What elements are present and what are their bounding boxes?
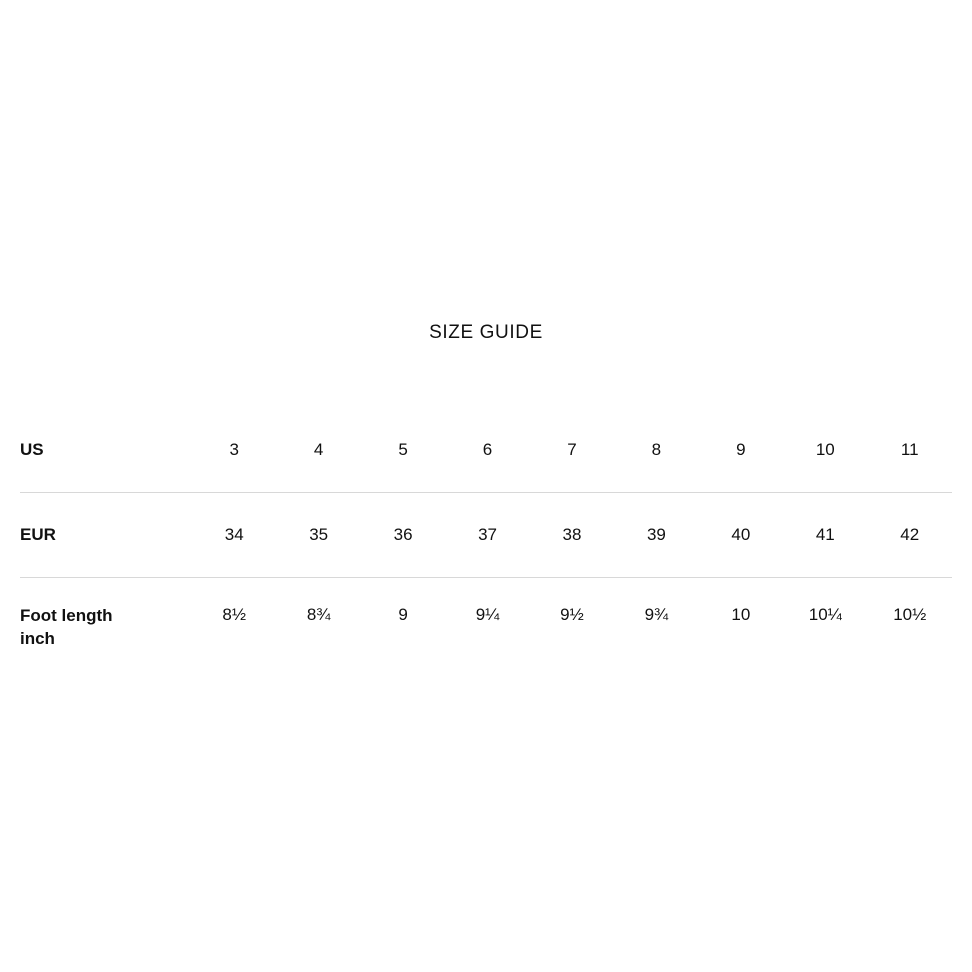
cell-us-6: 9: [699, 408, 783, 493]
cell-eur-0: 34: [192, 493, 276, 578]
row-label-us: [20, 408, 192, 493]
row-label-foot-length-text: Foot length: [20, 606, 113, 625]
cell-us-5: 8: [614, 408, 698, 493]
cell-foot-0: 8½: [222, 605, 247, 624]
cell-eur-3: 37: [445, 493, 529, 578]
cell-us-4: 7: [530, 408, 614, 493]
cell-us-3: 6: [445, 408, 529, 493]
cell-eur-4: 38: [530, 493, 614, 578]
cell-foot-8: 10½: [893, 605, 927, 624]
page-title: SIZE GUIDE: [429, 322, 543, 343]
cell-foot-7: 10¼: [808, 605, 842, 624]
row-label-eur-text: EUR: [20, 524, 56, 544]
table-row: [20, 408, 952, 493]
cell-us-2: 5: [361, 408, 445, 493]
cell-eur-2: 36: [361, 493, 445, 578]
size-guide-table: [20, 408, 952, 689]
row-label-foot-length-unit: inch: [20, 628, 55, 648]
cell-foot-2: 9: [398, 605, 408, 624]
cell-foot-3: 9¼: [475, 605, 500, 624]
row-label-eur: [20, 493, 192, 578]
cell-eur-1: 35: [276, 493, 360, 578]
cell-eur-7: 41: [783, 493, 867, 578]
cell-us-1: 4: [276, 408, 360, 493]
cell-us-7: 10: [783, 408, 867, 493]
cell-foot-5: 9¾: [644, 605, 669, 624]
cell-foot-4: 9½: [560, 605, 584, 624]
cell-eur-8: 42: [868, 493, 953, 578]
cell-eur-5: 39: [614, 493, 698, 578]
cell-us-0: 3: [192, 408, 276, 493]
row-label-foot-length: [20, 578, 192, 690]
cell-foot-6: 10: [731, 605, 751, 624]
cell-us-8: 11: [868, 408, 953, 493]
cell-eur-6: 40: [699, 493, 783, 578]
table-row: [20, 493, 952, 578]
row-label-us-text: US: [20, 439, 44, 459]
cell-foot-1: 8¾: [306, 605, 331, 624]
table-row: [20, 578, 952, 690]
